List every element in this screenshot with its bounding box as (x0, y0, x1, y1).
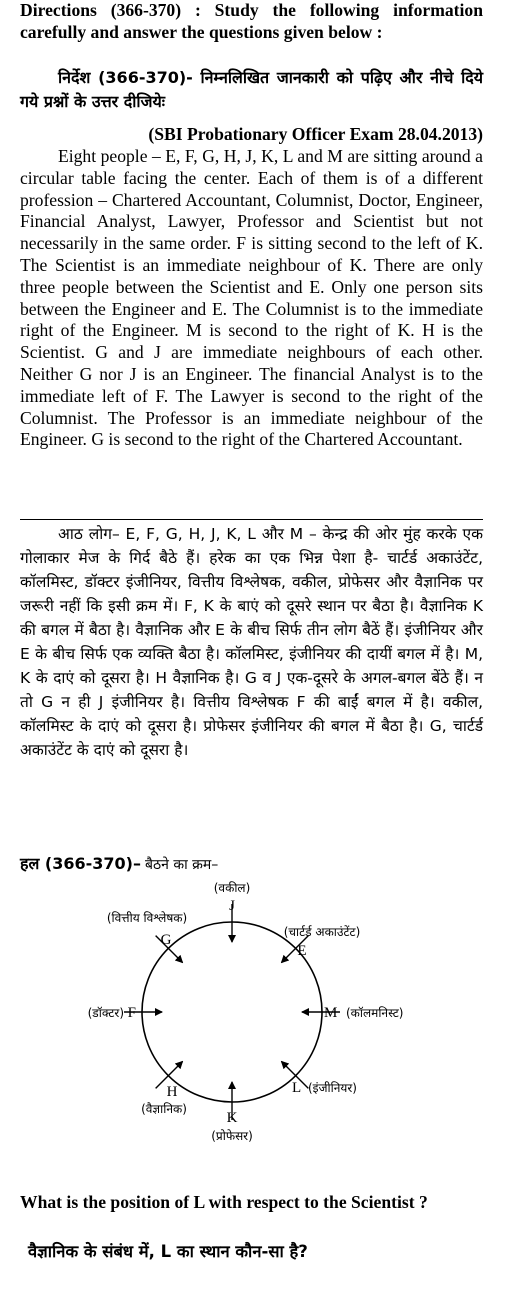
seat-person-m: M (324, 1005, 338, 1021)
seat-profession-l: (इंजीनियर) (308, 1081, 357, 1095)
question-hindi: वैज्ञानिक के संबंध में, L का स्थान कौन-सा है? (28, 1242, 308, 1261)
seat-person-k: K (226, 1110, 238, 1126)
seat-profession-j: (वकील) (213, 881, 251, 895)
divider (20, 519, 483, 520)
seat-profession-e: (चार्टर्ड अकाउंटेंट) (283, 925, 361, 939)
solution-subheading: बैठने का क्रम– (144, 857, 219, 873)
seat-person-f: F (127, 1005, 136, 1021)
seat-person-e: E (297, 943, 307, 959)
seat-profession-m: (कॉलमनिस्ट) (346, 1006, 404, 1020)
directions-hindi: निर्देश (366-370)- निम्नलिखित जानकारी को पढ़िए और नीचे दिये गये प्रश्नों के उत्तर दीजियेः (20, 68, 483, 111)
seat-person-h: H (166, 1084, 178, 1100)
seat-person-g: G (160, 932, 172, 948)
question-english: What is the position of L with respect to the Scientist ? (20, 1192, 428, 1212)
seat-person-l: L (292, 1080, 302, 1096)
seat-person-j: J (229, 898, 235, 914)
seat-profession-h: (वैज्ञानिक) (141, 1102, 187, 1116)
seat-profession-k: (प्रोफेसर) (211, 1129, 253, 1143)
exam-source: (SBI Probationary Officer Exam 28.04.2013) (148, 124, 483, 144)
passage-english: Eight people – E, F, G, H, J, K, L and M are sitting around a circular table facing the center. Each of them is of a different profession – Chartered Accountant, Columnist, Doctor, Engineer, Financial Analyst, Lawyer, Professor and Scientist but not necessarily in the same order. F is sitting second to the left of K. The Scientist is an immediate neighbour of K. There are only three people between the Scientist and E. Only one person sits between the Engineer and E. The Columnist is to the immediate right of the Engineer. M is second to the right of K. H is the Scientist. G and J are immediate neighbours of each other. Neither G nor J is an Engineer. The financial Analyst is to the immediate left of F. The Lawyer is second to the right of the Columnist. The Professor is an immediate neighbour of the Engineer. G is second to the right of the Chartered Accountant. (20, 146, 483, 450)
seat-profession-f: (डॉक्टर) (87, 1006, 124, 1020)
solution-heading: हल (366-370)– (20, 854, 141, 873)
passage-hindi: आठ लोग– E, F, G, H, J, K, L और M – केन्द्र की ओर मुंह करके एक गोलाकार मेज के गिर्द बैठे हैं। हरेक का एक भिन्न पेशा है- चार्टर्ड अकाउंटेंट, कॉलमिस्ट, डॉक्टर इंजीनियर, वित्तीय विश्लेषक, वकील, प्रोफेसर और वैज्ञानिक पर जरूरी नहीं कि इसी क्रम में। F, K के बाएं को दूसरे स्थान पर बैठा है। वैज्ञानिक K की बगल में बैठा है। वैज्ञानिक और E के बीच सिर्फ तीन लोग बैठें हैं। इंजीनियर और E के बीच सिर्फ एक व्यक्ति बैठा है। कॉलमिस्ट, इंजीनियर की दायीं बगल में है। M, K के दाएं को दूसरा है। H वैज्ञानिक है। G व J एक-दूसरे के अगल-बगल बेंठे हैं। न तो G न ही J इंजीनियर है। वित्तीय विश्लेषक F की बाईं बगल में है। वकील, कॉलमिस्ट के दाएं को दूसरा है। प्रोफेसर इंजीनियर की बगल में बैठा है। G, चार्टर्ड अकाउंटेंट के दाएं को दूसरा है। (20, 525, 483, 759)
directions-english: Directions (366-370) : Study the following information carefully and answer the questions given below : (20, 0, 483, 42)
seating-diagram (0, 870, 527, 1160)
seat-profession-g: (वित्तीय विश्लेषक) (106, 911, 188, 925)
